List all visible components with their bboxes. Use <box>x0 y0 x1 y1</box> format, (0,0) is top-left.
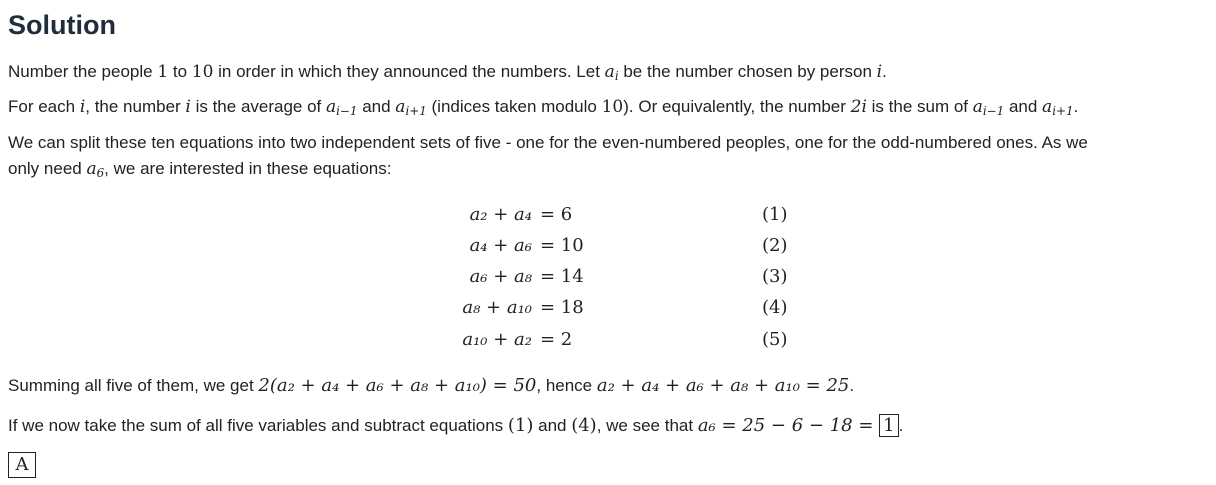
math-number: (4) <box>571 415 597 436</box>
math-variable: a <box>972 97 983 117</box>
math-expression: 2i <box>850 97 867 117</box>
text: is the average of <box>190 97 326 116</box>
text: and <box>357 97 396 116</box>
text: ). Or equivalently, the number <box>623 97 851 116</box>
paragraph-sum <box>8 373 854 399</box>
equation-lhs: a₁₀ + a₂ <box>462 329 532 350</box>
text: is the sum of <box>866 97 973 116</box>
math-variable: i <box>876 62 883 82</box>
equation-lhs: a₈ + a₁₀ <box>462 297 532 318</box>
text: , we see that <box>596 416 698 435</box>
text: For each <box>8 97 80 116</box>
text: We can split these ten equations into two independent sets of five - one for the even-numbered peoples, one for the odd-numbered ones. As we <box>8 133 1088 152</box>
text: . <box>849 376 855 395</box>
equation-rhs: = 10 <box>540 235 584 256</box>
equation-tag: (2) <box>762 235 788 256</box>
math-variable: i <box>185 97 191 117</box>
math-number: 1 <box>157 62 169 82</box>
equation-rhs: = 2 <box>540 329 573 350</box>
text: If we now take the sum of all five variables and subtract equations <box>8 416 508 435</box>
boxed-answer: 1 <box>879 414 898 437</box>
math-number: 10 <box>601 97 624 117</box>
equation-lhs: a₆ + a₈ <box>469 266 532 287</box>
math-subscript: i−1 <box>336 103 358 118</box>
answer-choice-box: A <box>8 452 36 478</box>
text: and <box>1004 97 1043 116</box>
math-variable: i <box>79 97 86 117</box>
math-subscript: i+1 <box>405 103 427 118</box>
text: and <box>533 416 572 435</box>
equation-rhs: = 18 <box>540 297 584 318</box>
math-variable: a <box>1042 97 1053 117</box>
paragraph-numbering <box>8 59 887 85</box>
text-line <box>8 156 1088 182</box>
math-variable: a <box>326 97 337 117</box>
math-subscript: i−1 <box>982 103 1005 118</box>
text: be the number chosen by person <box>618 62 877 81</box>
text: , the number <box>85 97 186 116</box>
math-number: (1) <box>507 415 534 436</box>
text: (indices taken modulo <box>426 97 602 116</box>
text: , we are interested in these equations: <box>104 159 392 178</box>
text: in order in which they announced the numbers. Let <box>213 62 605 81</box>
text: . <box>1073 97 1079 116</box>
equation-rhs: = 6 <box>540 204 573 225</box>
text: only need <box>8 159 87 178</box>
math-expression: a₆ = 25 − 6 − 18 = <box>697 415 880 436</box>
text: Summing all five of them, we get <box>8 376 259 395</box>
equation-tag: (5) <box>762 329 788 350</box>
math-subscript: i <box>614 68 619 83</box>
equation-rhs: = 14 <box>540 266 584 287</box>
equation-lhs: a₄ + a₆ <box>469 235 532 256</box>
math-expression: 2(a₂ + a₄ + a₆ + a₈ + a₁₀) = 50 <box>258 375 537 396</box>
paragraph-split <box>8 130 1088 182</box>
paragraph-average <box>8 94 1078 120</box>
text: . <box>898 416 904 435</box>
paragraph-result <box>8 413 903 439</box>
text: , hence <box>536 376 597 395</box>
math-subscript: 6 <box>96 165 105 180</box>
text: to <box>168 62 192 81</box>
math-expression: a₂ + a₄ + a₆ + a₈ + a₁₀ = 25 <box>596 375 850 396</box>
equation-lhs: a₂ + a₄ <box>469 204 532 225</box>
math-subscript: i+1 <box>1052 103 1074 118</box>
math-number: 10 <box>191 62 214 82</box>
equation-tag: (1) <box>762 204 788 225</box>
math-variable: a <box>604 62 615 82</box>
math-variable: a <box>395 97 406 117</box>
text: . <box>882 62 887 81</box>
equation-tag: (3) <box>762 266 788 287</box>
math-variable: a <box>86 159 97 179</box>
text: Number the people <box>8 62 158 81</box>
page-title: Solution <box>8 10 116 40</box>
equation-tag: (4) <box>762 297 788 318</box>
